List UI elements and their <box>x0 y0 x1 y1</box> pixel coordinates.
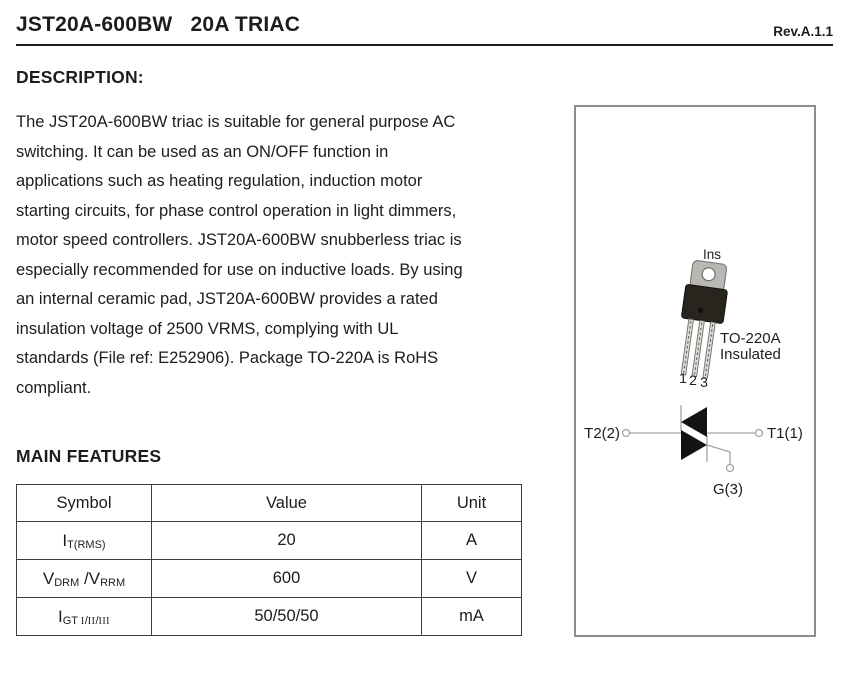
package-variant-label: Insulated <box>720 346 781 363</box>
symbol-cell: VDRM /VRRM <box>17 560 152 598</box>
description-paragraph <box>16 108 572 403</box>
description-heading: DESCRIPTION: <box>16 67 144 87</box>
features-table <box>16 484 522 636</box>
description-line: compliant. <box>16 378 92 397</box>
description-line: The JST20A-600BW triac is suitable for general purpose AC <box>16 113 456 131</box>
package-ins-label: Ins <box>702 247 722 262</box>
column-header-value: Value <box>152 485 422 522</box>
description-line: insulation voltage of 2500 VRMS, complying with UL <box>16 319 399 338</box>
package-type-label: TO-220A <box>720 330 781 347</box>
table-row <box>17 522 522 560</box>
column-header-unit: Unit <box>422 485 522 522</box>
description-line: standards (File ref: E252906). Package TO-220A is RoHS <box>16 349 439 367</box>
pin-number-1: 1 <box>679 370 687 386</box>
package-body <box>681 284 727 324</box>
description-line: switching. It can be used as an ON/OFF function in <box>16 142 389 161</box>
page-title: JST20A-600BW 20A TRIAC <box>16 13 301 36</box>
description-line: especially recommended for use on inductive loads. By using <box>16 260 463 279</box>
unit-cell: mA <box>422 598 522 636</box>
features-table-body <box>17 522 522 636</box>
description-line: motor speed controllers. JST20A-600BW snubberless triac is <box>16 231 462 249</box>
features-heading: MAIN FEATURES <box>16 446 162 466</box>
table-row <box>17 560 522 598</box>
table-header-row <box>17 485 522 522</box>
terminal-t2-label: T2(2) <box>584 425 620 442</box>
unit-cell: A <box>422 522 522 560</box>
figure-box <box>574 105 816 637</box>
header-divider <box>16 44 833 46</box>
symbol-cell: IGT I/II/III <box>17 598 152 636</box>
description-line: applications such as heating regulation, induction motor <box>16 172 423 190</box>
value-cell: 50/50/50 <box>152 598 422 636</box>
pin-number-2: 2 <box>689 372 697 388</box>
symbol-cell: IT(RMS) <box>17 522 152 560</box>
unit-cell: V <box>422 560 522 598</box>
value-cell: 600 <box>152 560 422 598</box>
description-line: an internal ceramic pad, JST20A-600BW provides a rated <box>16 290 438 308</box>
terminal-gate-node <box>727 465 734 472</box>
terminal-t1-label: T1(1) <box>767 425 803 442</box>
terminal-t1-node <box>756 430 763 437</box>
description-line: starting circuits, for phase control operation in light dimmers, <box>16 201 457 220</box>
value-cell: 20 <box>152 522 422 560</box>
column-header-symbol: Symbol <box>17 485 152 522</box>
revision-label: Rev.A.1.1 <box>773 24 833 39</box>
terminal-t2-node <box>623 430 630 437</box>
figure-drawing <box>576 107 814 635</box>
table-row <box>17 598 522 636</box>
pin-number-3: 3 <box>700 374 708 390</box>
terminal-gate-label: G(3) <box>713 481 743 498</box>
